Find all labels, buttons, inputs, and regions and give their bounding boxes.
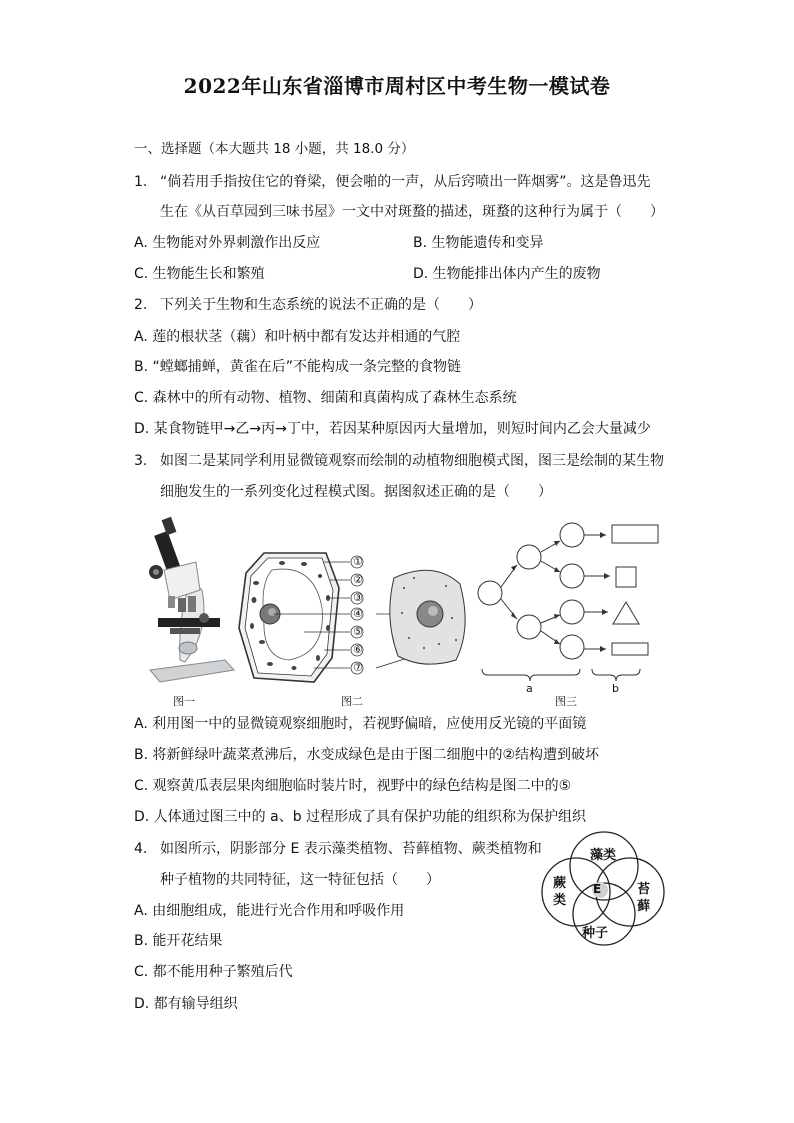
question-4-text-line1: 如图所示，阴影部分 E 表示藻类植物、苔藓植物、蕨类植物和 xyxy=(160,841,542,857)
venn-label-algae: 藻类 xyxy=(590,848,617,863)
venn-label-moss-2: 藓 xyxy=(637,899,651,914)
venn-label-fern-2: 类 xyxy=(553,893,567,908)
venn-label-e: E xyxy=(593,882,602,896)
figure-3-label: 图三 xyxy=(555,695,577,708)
question-1-text-line2: 生在《从百草园到三味书屋》一文中对斑蝥的描述，斑蝥的这种行为属于（ ） xyxy=(160,204,664,220)
question-1-option-b: B. 生物能遗传和变异 xyxy=(413,235,544,251)
question-4-option-d: D. 都有输导组织 xyxy=(134,996,238,1012)
question-1-stem-line1 xyxy=(134,172,651,192)
venn-label-seed: 种子 xyxy=(582,926,609,941)
question-4-option-b: B. 能开花结果 xyxy=(134,933,223,949)
cell-marker-5: ⑤ xyxy=(353,625,363,638)
question-3-option-a: A. 利用图一中的显微镜观察细胞时，若视野偏暗，应使用反光镜的平面镜 xyxy=(134,716,587,732)
question-1-option-a: A. 生物能对外界刺激作出反应 xyxy=(134,235,321,251)
venn-label-moss-1: 苔 xyxy=(637,882,651,897)
question-2-option-d: D. 某食物链甲→乙→丙→丁中，若因某种原因丙大量增加，则短时间内乙会大量减少 xyxy=(134,421,651,437)
question-4-option-c: C. 都不能用种子繁殖后代 xyxy=(134,964,293,980)
figure-3-process-a: a xyxy=(526,682,533,695)
question-4-option-a: A. 由细胞组成，能进行光合作用和呼吸作用 xyxy=(134,903,405,919)
question-3-number: 3. xyxy=(134,453,148,469)
figure-3-process-b: b xyxy=(612,682,619,695)
cell-marker-7: ⑦ xyxy=(353,661,363,674)
question-1-number: 1. xyxy=(134,174,148,190)
question-3-text-line1: 如图二是某同学利用显微镜观察而绘制的动植物细胞模式图，图三是绘制的某生物 xyxy=(160,453,664,469)
question-3-option-d: D. 人体通过图三中的 a、b 过程形成了具有保护功能的组织称为保护组织 xyxy=(134,809,587,825)
question-3-option-c: C. 观察黄瓜表层果肉细胞临时装片时，视野中的绿色结构是图二中的⑤ xyxy=(134,778,572,794)
question-2-text: 下列关于生物和生态系统的说法不正确的是（ ） xyxy=(160,297,482,313)
cell-change-diagram-figure xyxy=(474,515,666,690)
cell-marker-3: ③ xyxy=(353,591,363,604)
question-2-option-b: B. “螳螂捕蝉，黄雀在后”不能构成一条完整的食物链 xyxy=(134,359,462,375)
figure-2-label: 图二 xyxy=(341,695,363,708)
section-heading: 一、选择题（本大题共 18 小题，共 18.0 分） xyxy=(134,141,415,157)
question-3-stem-line1 xyxy=(134,451,664,471)
question-3-option-b: B. 将新鲜绿叶蔬菜煮沸后，水变成绿色是由于图二细胞中的②结构遭到破坏 xyxy=(134,747,600,763)
cell-marker-2: ② xyxy=(353,573,363,586)
question-3-text-line2: 细胞发生的一系列变化过程模式图。据图叙述正确的是（ ） xyxy=(160,484,552,500)
venn-label-fern-1: 蕨 xyxy=(553,876,567,891)
cell-marker-4: ④ xyxy=(353,607,363,620)
cell-marker-1: ① xyxy=(353,555,363,568)
question-1-option-c: C. 生物能生长和繁殖 xyxy=(134,266,265,282)
question-4-text-line2: 种子植物的共同特征，这一特征包括（ ） xyxy=(160,872,440,888)
microscope-figure xyxy=(130,510,245,695)
question-4-number: 4. xyxy=(134,841,148,857)
figure-1-label: 图一 xyxy=(173,695,195,708)
question-2-number: 2. xyxy=(134,297,148,313)
page-title: 2022年山东省淄博市周村区中考生物一模试卷 xyxy=(183,74,611,98)
question-2-option-c: C. 森林中的所有动物、植物、细菌和真菌构成了森林生态系统 xyxy=(134,390,517,406)
question-1-text-line1: “倘若用手指按住它的脊梁，便会啪的一声，从后窍喷出一阵烟雾”。这是鲁迅先 xyxy=(160,174,651,190)
question-2-stem xyxy=(134,295,482,315)
question-4-stem-line1 xyxy=(134,839,542,859)
question-1-option-d: D. 生物能排出体内产生的废物 xyxy=(413,266,601,282)
question-2-option-a: A. 莲的根状茎（藕）和叶柄中都有发达并相通的气腔 xyxy=(134,329,461,345)
cell-marker-6: ⑥ xyxy=(353,643,363,656)
